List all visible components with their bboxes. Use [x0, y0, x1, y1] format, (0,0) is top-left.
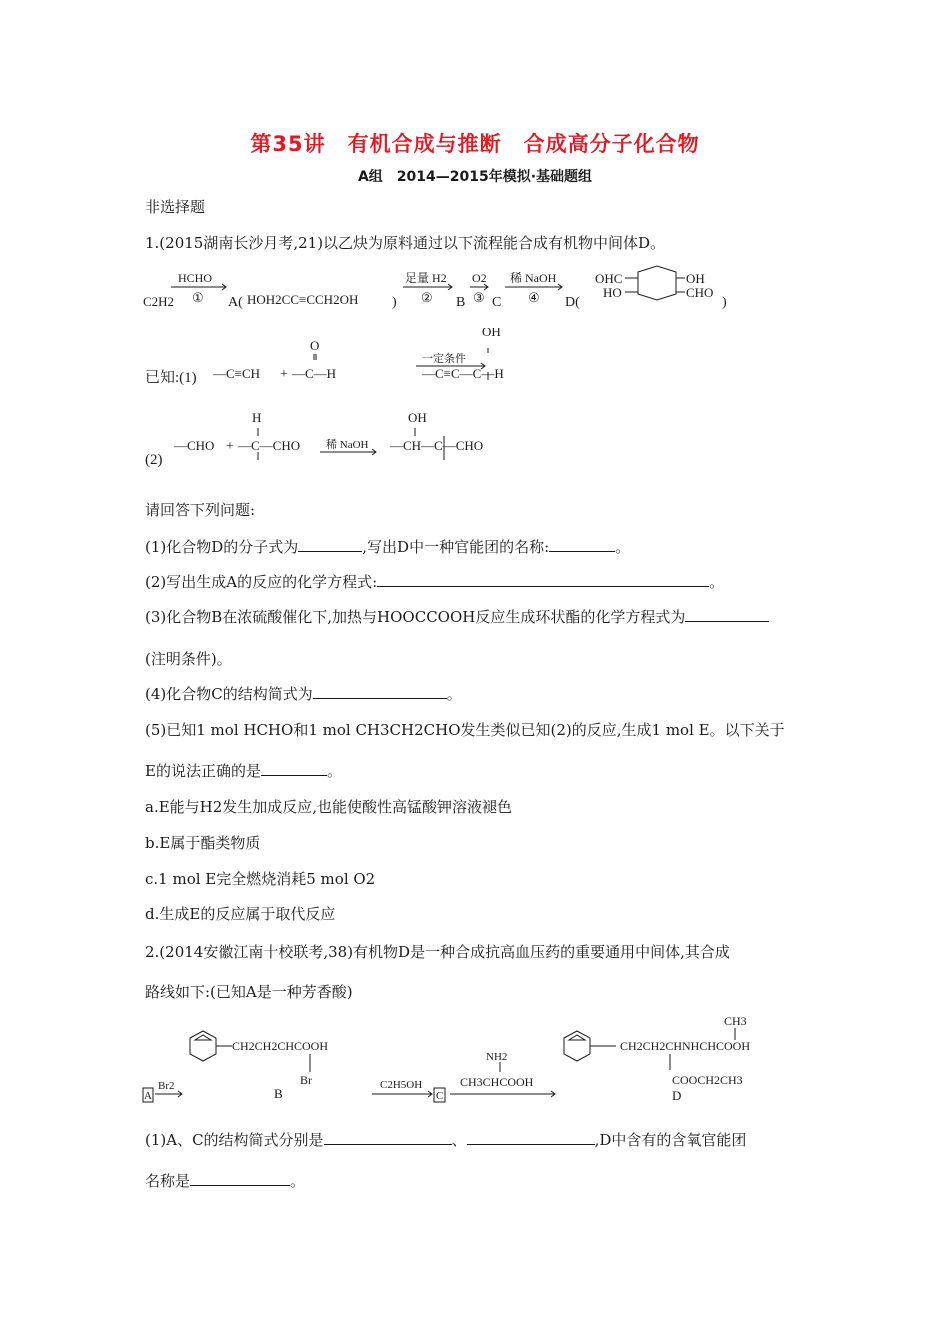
known-2-scheme — [140, 408, 560, 470]
q2-part1-cont: 名称是 。 — [145, 1172, 306, 1190]
condition-2: 稀 NaOH — [326, 439, 369, 451]
paren-d: ) — [722, 295, 727, 310]
b-label: B — [274, 1086, 283, 1101]
plus-2: + — [226, 439, 234, 454]
d-ohc: OHC — [595, 271, 623, 286]
q2-part1: (1)A、C的结构简式分别是 、 ,D中含有的含氧官能团 — [145, 1131, 747, 1149]
answer-blank[interactable] — [549, 536, 615, 552]
step-3: ③ — [473, 290, 485, 305]
a-box: A — [144, 1090, 152, 1102]
step-2: ② — [421, 290, 433, 305]
oh-1: OH — [482, 328, 501, 339]
c2h2: C2H2 — [143, 294, 175, 309]
plus: + — [280, 367, 288, 382]
product-2: —CH—C—CHO — [390, 438, 484, 453]
b-chain: CH2CH2CHCOOH — [232, 1039, 329, 1053]
question-type: 非选择题 — [145, 198, 206, 216]
answer-blank[interactable] — [261, 760, 327, 776]
cho: —CHO — [174, 438, 215, 453]
d-chain: CH2CH2CHNHCHCOOH — [620, 1039, 751, 1053]
option-b: b.E属于酯类物质 — [145, 834, 261, 852]
option-a: a.E能与H2发生加成反应,也能使酸性高锰酸钾溶液褪色 — [145, 798, 513, 816]
reagent-naoh: 稀 NaOH — [510, 271, 557, 285]
d-ester: COOCH2CH3 — [672, 1073, 743, 1087]
q2-scheme — [140, 1010, 800, 1106]
reagent-br2: Br2 — [158, 1080, 175, 1092]
reagent-ethanol: C2H5OH — [380, 1079, 423, 1091]
compound-a: HOH2CC≡CCH2OH — [247, 292, 359, 307]
answer-blank[interactable] — [685, 606, 769, 622]
known-1-scheme — [140, 328, 540, 388]
carbonyl: —C—H — [292, 366, 337, 381]
answer-blank[interactable] — [467, 1129, 595, 1145]
ask: 请回答下列问题: — [145, 501, 256, 519]
d-oh: OH — [686, 271, 705, 286]
answer-blank[interactable] — [377, 571, 709, 587]
q2-stem: 2.(2014安徽江南十校联考,38)有机物D是一种合成抗高血压药的重要通用中间体,其合成 — [145, 943, 730, 961]
product-1: —C≡C—C—H — [422, 366, 504, 381]
q1-part2: (2)写出生成A的反应的化学方程式: 。 — [145, 573, 725, 591]
option-c: c.1 mol E完全燃烧消耗5 mol O2 — [145, 870, 376, 888]
q1-part5: (5)已知1 mol HCHO和1 mol CH3CH2CHO发生类似已知(2)的反应,生成1 mol E。以下关于 — [145, 721, 785, 739]
label-a: A( — [228, 295, 243, 310]
label-b: B — [456, 295, 466, 310]
step-1: ① — [192, 290, 204, 305]
q1-stem: 1.(2015湖南长沙月考,21)以乙炔为原料通过以下流程能合成有机物中间体D。 — [145, 234, 666, 252]
b-br: Br — [300, 1073, 312, 1087]
step-4: ④ — [528, 290, 540, 305]
condition: 一定条件 — [422, 353, 466, 365]
c-box: C — [436, 1090, 444, 1102]
alkyne: —C≡CH — [213, 366, 261, 381]
page-title: 第35讲 有机合成与推断 合成高分子化合物 — [250, 132, 700, 156]
q1-part3-cont: (注明条件)。 — [145, 650, 232, 668]
answer-blank[interactable] — [298, 536, 362, 552]
q2-stem-cont: 路线如下:(已知A是一种芳香酸) — [145, 983, 353, 1001]
reagent-o2: O2 — [472, 271, 487, 285]
d-ho: HO — [603, 285, 622, 300]
reagent-h2: 足量 H2 — [405, 271, 447, 285]
answer-blank[interactable] — [324, 1129, 452, 1145]
mid-chain: —C—CHO — [238, 438, 301, 453]
h-atom: H — [252, 410, 262, 425]
label-c: C — [492, 295, 502, 310]
q1-part3: (3)化合物B在浓硫酸催化下,加热与HOOCCOOH反应生成环状酯的化学方程式为 — [145, 606, 769, 627]
answer-blank[interactable] — [190, 1170, 290, 1186]
paren: ) — [392, 295, 397, 310]
known-2-prefix: (2) — [145, 452, 163, 468]
option-d: d.生成E的反应属于取代反应 — [145, 905, 336, 923]
amine-nh2: NH2 — [486, 1051, 508, 1063]
q1-part5-cont: E的说法正确的是 。 — [145, 762, 342, 780]
known-1-prefix: 已知:(1) — [145, 370, 197, 386]
section-subtitle: A组 2014—2015年模拟·基础题组 — [357, 169, 593, 185]
q1-part4: (4)化合物C的结构简式为 。 — [145, 685, 462, 703]
q1-part1: (1)化合物D的分子式为 ,写出D中一种官能团的名称: 。 — [145, 538, 631, 556]
answer-blank[interactable] — [313, 683, 447, 699]
amine-chain: CH3CHCOOH — [460, 1075, 534, 1089]
q1-scheme — [140, 262, 740, 330]
oh-2: OH — [408, 410, 427, 425]
carbonyl-o: O — [310, 338, 320, 353]
label-d: D( — [565, 295, 580, 310]
d-ch3: CH3 — [724, 1014, 747, 1028]
reagent-hcho: HCHO — [178, 271, 213, 285]
d-cho: CHO — [686, 285, 714, 300]
d-label: D — [672, 1088, 682, 1103]
